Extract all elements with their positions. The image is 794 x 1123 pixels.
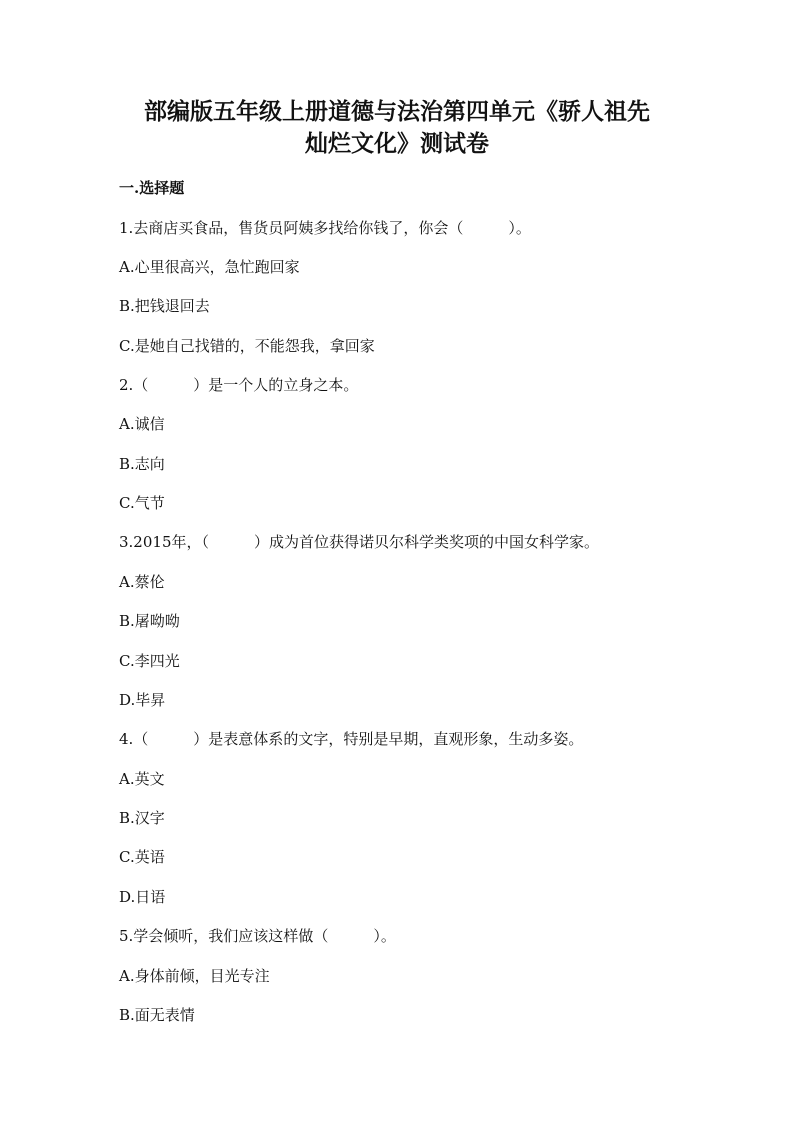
question-5: 5.学会倾听，我们应该这样做（ ）。 [119,927,396,945]
question-4-option-b: B.汉字 [119,809,165,827]
question-3-option-c: C.李四光 [119,652,180,670]
question-4-option-c: C.英语 [119,848,165,866]
question-1-option-c: C.是她自己找错的，不能怨我，拿回家 [119,337,375,355]
document-title-line-2: 灿烂文化》测试卷 [305,130,489,157]
question-3-option-d: D.毕昇 [119,691,166,709]
question-4-option-d: D.日语 [119,888,166,906]
question-2-option-a: A.诚信 [119,415,165,433]
question-2-option-c: C.气节 [119,494,165,512]
question-1: 1.去商店买食品，售货员阿姨多找给你钱了，你会（ ）。 [119,219,531,237]
question-3-option-b: B.屠呦呦 [119,612,180,630]
question-2-option-b: B.志向 [119,455,165,473]
question-4-option-a: A.英文 [119,770,165,788]
question-1-option-b: B.把钱退回去 [119,297,210,315]
question-2: 2.（ ）是一个人的立身之本。 [119,376,359,394]
question-5-option-b: B.面无表情 [119,1006,195,1024]
section-heading: 一.选择题 [119,179,185,197]
question-1-option-a: A.心里很高兴，急忙跑回家 [119,258,300,276]
question-5-option-a: A.身体前倾，目光专注 [119,967,270,985]
document-title-line-1: 部编版五年级上册道德与法治第四单元《骄人祖先 [144,98,650,125]
question-3-option-a: A.蔡伦 [119,573,165,591]
question-3: 3.2015年，（ ）成为首位获得诺贝尔科学类奖项的中国女科学家。 [119,533,599,551]
question-4: 4.（ ）是表意体系的文字，特别是早期，直观形象，生动多姿。 [119,730,584,748]
